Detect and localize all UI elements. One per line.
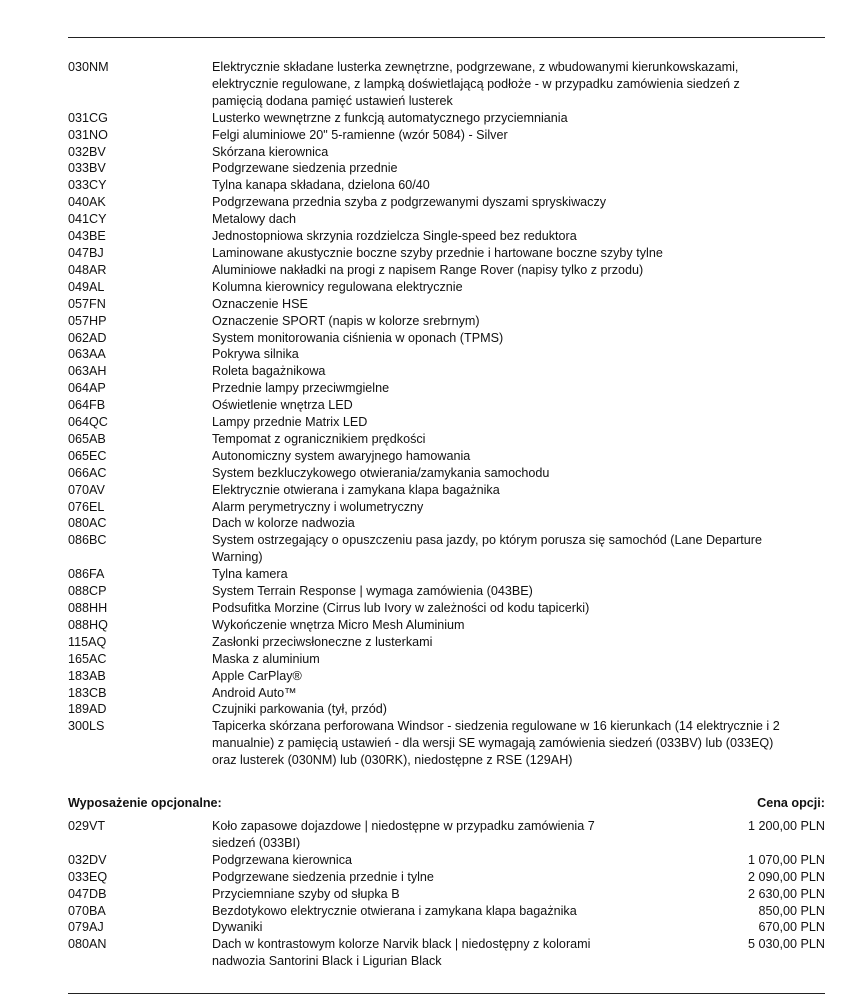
list-item bbox=[68, 228, 825, 245]
item-code: 063AH bbox=[68, 364, 107, 379]
item-code: 183CB bbox=[68, 685, 107, 700]
list-item bbox=[68, 668, 825, 685]
list-item bbox=[68, 194, 825, 211]
item-code: 064QC bbox=[68, 415, 108, 430]
item-description: Przednie lampy przeciwmgielne bbox=[212, 381, 390, 396]
list-item bbox=[68, 869, 825, 886]
item-code: 070BA bbox=[68, 903, 106, 918]
list-item bbox=[68, 634, 825, 651]
list-item bbox=[68, 177, 825, 194]
item-price: 670,00 PLN bbox=[758, 920, 825, 935]
list-item bbox=[68, 515, 825, 532]
list-item bbox=[68, 448, 825, 465]
item-description: Jednostopniowa skrzynia rozdzielcza Single-speed bez reduktora bbox=[212, 229, 577, 244]
item-code: 030NM bbox=[68, 60, 109, 74]
item-description: Wykończenie wnętrza Micro Mesh Aluminium bbox=[212, 617, 465, 632]
item-code: 076EL bbox=[68, 499, 105, 514]
list-item bbox=[68, 499, 825, 516]
list-item bbox=[68, 144, 825, 161]
list-item bbox=[68, 110, 825, 127]
top-rule bbox=[68, 37, 825, 38]
item-description: Dywaniki bbox=[212, 920, 263, 935]
item-code: 088CP bbox=[68, 584, 107, 599]
list-item bbox=[68, 583, 825, 600]
optional-equipment-header bbox=[68, 796, 825, 810]
list-item bbox=[68, 245, 825, 262]
item-description: Podgrzewane siedzenia przednie bbox=[212, 161, 398, 176]
item-code: 086BC bbox=[68, 533, 107, 548]
item-code: 080AC bbox=[68, 516, 107, 531]
item-code: 032BV bbox=[68, 144, 106, 159]
list-item bbox=[68, 617, 825, 634]
item-description: Podsufitka Morzine (Cirrus lub Ivory w zależności od kodu tapicerki) bbox=[212, 601, 590, 615]
item-description: Tempomat z ogranicznikiem prędkości bbox=[212, 431, 426, 446]
list-item bbox=[68, 363, 825, 380]
item-code: 066AC bbox=[68, 465, 107, 480]
item-description: Podgrzewana kierownica bbox=[212, 852, 353, 867]
item-price: 1 070,00 PLN bbox=[747, 852, 825, 867]
list-item bbox=[68, 532, 825, 566]
price-heading: Cena opcji: bbox=[757, 796, 825, 810]
item-code: 115AQ bbox=[68, 634, 107, 649]
item-description: Podgrzewana przednia szyba z podgrzewanymi dyszami spryskiwaczy bbox=[212, 195, 607, 210]
list-item bbox=[68, 936, 825, 970]
list-item bbox=[68, 59, 825, 110]
item-description: Roleta bagażnikowa bbox=[212, 364, 326, 379]
list-item bbox=[68, 414, 825, 431]
item-price: 850,00 PLN bbox=[758, 903, 825, 918]
item-code: 189AD bbox=[68, 702, 107, 717]
list-item bbox=[68, 330, 825, 347]
list-item bbox=[68, 160, 825, 177]
item-code: 080AN bbox=[68, 937, 107, 952]
item-price: 2 090,00 PLN bbox=[747, 869, 825, 884]
list-item bbox=[68, 818, 825, 852]
item-code: 041CY bbox=[68, 212, 107, 227]
list-item bbox=[68, 313, 825, 330]
item-price: 5 030,00 PLN bbox=[747, 937, 825, 952]
item-description: Alarm perymetryczny i wolumetryczny bbox=[212, 499, 424, 514]
list-item bbox=[68, 346, 825, 363]
item-description: Dach w kolorze nadwozia bbox=[212, 516, 355, 531]
item-description: Laminowane akustycznie boczne szyby przednie i hartowane boczne szyby tylne bbox=[212, 245, 663, 260]
item-code: 031CG bbox=[68, 110, 108, 125]
item-description: Oświetlenie wnętrza LED bbox=[212, 398, 353, 413]
item-code: 088HQ bbox=[68, 617, 108, 632]
list-item bbox=[68, 127, 825, 144]
item-code: 065AB bbox=[68, 431, 106, 446]
item-description: Oznaczenie SPORT (napis w kolorze srebrnym) bbox=[212, 313, 480, 328]
item-description: Tapicerka skórzana perforowana Windsor - siedzenia regulowane w 16 kierunkach (14 elektrycznie i 2 manualnie) z pamięcią ustawień - dla wersji SE wymagają zamówienia siedzeń (033BV) lub (033EQ) oraz lusterek (030NM) lub (030RK), niedostępne z RSE (129AH) bbox=[212, 719, 780, 768]
list-item bbox=[68, 718, 825, 769]
item-description: Lampy przednie Matrix LED bbox=[212, 415, 368, 430]
list-item bbox=[68, 919, 825, 936]
list-item bbox=[68, 685, 825, 702]
list-item bbox=[68, 566, 825, 583]
item-code: 047BJ bbox=[68, 245, 104, 260]
item-description: Android Auto™ bbox=[212, 685, 297, 700]
item-description: Autonomiczny system awaryjnego hamowania bbox=[212, 448, 471, 463]
item-code: 043BE bbox=[68, 229, 106, 244]
item-code: 063AA bbox=[68, 347, 106, 362]
list-item bbox=[68, 397, 825, 414]
list-item bbox=[68, 701, 825, 718]
item-price: 1 200,00 PLN bbox=[747, 819, 825, 833]
item-code: 048AR bbox=[68, 262, 107, 277]
item-code: 062AD bbox=[68, 330, 107, 345]
item-description: Pokrywa silnika bbox=[212, 347, 299, 362]
item-code: 033CY bbox=[68, 178, 107, 193]
item-description: Przyciemniane szyby od słupka B bbox=[212, 886, 400, 901]
list-item bbox=[68, 211, 825, 228]
item-description: Bezdotykowo elektrycznie otwierana i zamykana klapa bagażnika bbox=[212, 903, 577, 918]
item-description: Skórzana kierownica bbox=[212, 144, 329, 159]
item-code: 057FN bbox=[68, 296, 106, 311]
item-code: 033BV bbox=[68, 161, 106, 176]
item-code: 064FB bbox=[68, 398, 106, 413]
item-description: Tylna kamera bbox=[212, 567, 288, 582]
item-description: Czujniki parkowania (tył, przód) bbox=[212, 702, 387, 717]
item-description: Podgrzewane siedzenia przednie i tylne bbox=[212, 869, 434, 884]
list-item bbox=[68, 903, 825, 920]
item-code: 040AK bbox=[68, 195, 106, 210]
list-item bbox=[68, 262, 825, 279]
item-description: Elektrycznie składane lusterka zewnętrzne, podgrzewane, z wbudowanymi kierunkowskazami, elektrycznie regulowane, z lampką doświetlającą podłoże - w przypadku zamówienia siedzeń z pamięcią dodana pamięć ustawień lusterek bbox=[212, 60, 740, 108]
item-code: 033EQ bbox=[68, 869, 108, 884]
item-code: 049AL bbox=[68, 279, 105, 294]
optional-heading: Wyposażenie opcjonalne: bbox=[68, 796, 222, 810]
list-item bbox=[68, 380, 825, 397]
item-code: 079AJ bbox=[68, 920, 104, 935]
item-description: Oznaczenie HSE bbox=[212, 296, 308, 311]
list-item bbox=[68, 279, 825, 296]
item-code: 029VT bbox=[68, 819, 106, 833]
item-description: Felgi aluminiowe 20" 5-ramienne (wzór 5084) - Silver bbox=[212, 127, 508, 142]
item-description: Maska z aluminium bbox=[212, 651, 320, 666]
item-description: Kolumna kierownicy regulowana elektrycznie bbox=[212, 279, 463, 294]
item-code: 183AB bbox=[68, 668, 106, 683]
list-item bbox=[68, 431, 825, 448]
item-code: 065EC bbox=[68, 448, 107, 463]
item-code: 064AP bbox=[68, 381, 106, 396]
list-item bbox=[68, 852, 825, 869]
item-description: Zasłonki przeciwsłoneczne z lusterkami bbox=[212, 634, 433, 649]
list-item bbox=[68, 296, 825, 313]
item-code: 032DV bbox=[68, 852, 107, 867]
item-code: 165AC bbox=[68, 651, 107, 666]
item-description: Elektrycznie otwierana i zamykana klapa bagażnika bbox=[212, 482, 500, 497]
list-item bbox=[68, 482, 825, 499]
item-code: 088HH bbox=[68, 601, 108, 615]
item-description: Aluminiowe nakładki na progi z napisem Range Rover (napisy tylko z przodu) bbox=[212, 262, 644, 277]
item-code: 047DB bbox=[68, 886, 107, 901]
item-description: Koło zapasowe dojazdowe | niedostępne w przypadku zamówienia 7 siedzeń (033BI) bbox=[212, 819, 595, 850]
list-item bbox=[68, 600, 825, 617]
item-description: Dach w kontrastowym kolorze Narvik black | niedostępny z kolorami nadwozia Santorini Black i Ligurian Black bbox=[212, 937, 591, 969]
item-price: 2 630,00 PLN bbox=[747, 886, 825, 901]
standard-equipment-list bbox=[68, 59, 825, 769]
list-item bbox=[68, 651, 825, 668]
item-code: 031NO bbox=[68, 127, 108, 142]
item-code: 300LS bbox=[68, 719, 105, 734]
item-code: 070AV bbox=[68, 482, 105, 497]
list-item bbox=[68, 465, 825, 482]
item-description: Lusterko wewnętrzne z funkcją automatycznego przyciemniania bbox=[212, 110, 568, 125]
item-description: System Terrain Response | wymaga zamówienia (043BE) bbox=[212, 584, 533, 599]
item-description: System ostrzegający o opuszczeniu pasa jazdy, po którym porusza się samochód (Lane Departure Warning) bbox=[212, 533, 762, 565]
item-description: Tylna kanapa składana, dzielona 60/40 bbox=[212, 178, 430, 193]
item-code: 086FA bbox=[68, 567, 105, 582]
item-code: 057HP bbox=[68, 313, 107, 328]
optional-equipment-list bbox=[68, 818, 825, 970]
item-description: System monitorowania ciśnienia w oponach (TPMS) bbox=[212, 330, 504, 345]
item-description: Metalowy dach bbox=[212, 212, 296, 227]
list-item bbox=[68, 886, 825, 903]
bottom-rule bbox=[68, 993, 825, 994]
item-description: System bezkluczykowego otwierania/zamykania samochodu bbox=[212, 465, 550, 480]
item-description: Apple CarPlay® bbox=[212, 668, 302, 683]
